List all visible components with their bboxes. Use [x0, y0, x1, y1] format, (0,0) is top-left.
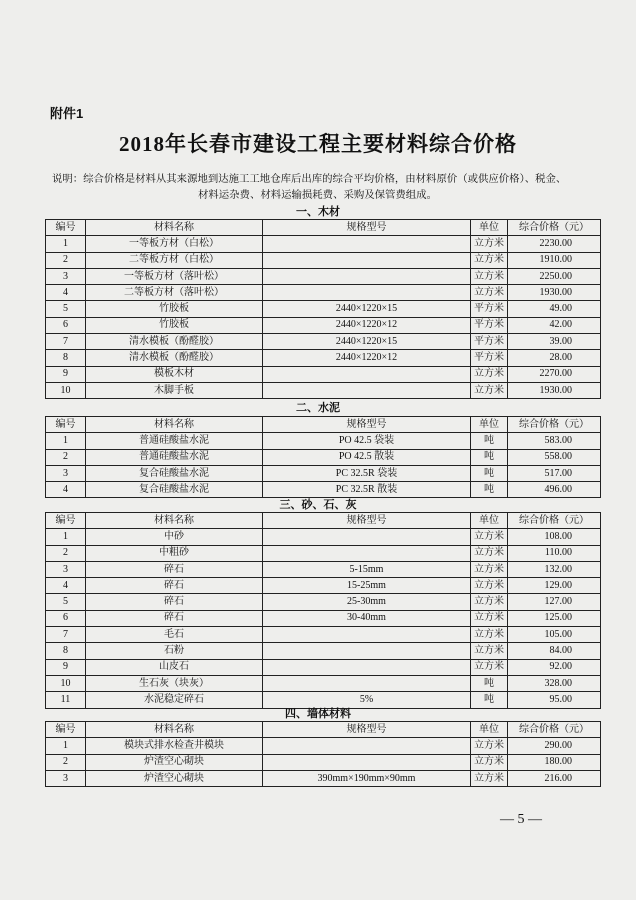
- material-name: 清水模板（酚醛胶）: [86, 334, 263, 350]
- table-row: [46, 449, 601, 465]
- table-row: [46, 594, 601, 610]
- table-cement: [45, 416, 601, 498]
- table-row: [46, 545, 601, 561]
- material-name: 竹胶板: [86, 317, 263, 333]
- spec-model: [263, 659, 471, 675]
- price: 583.00: [508, 433, 601, 449]
- attachment-label: 附件1: [50, 106, 84, 121]
- section-title-wall-materials: 四、墙体材料: [285, 708, 351, 720]
- table-row: [46, 754, 601, 770]
- table-row: [46, 334, 601, 350]
- unit: 吨: [471, 675, 508, 691]
- header-spec: 规格型号: [263, 220, 471, 236]
- spec-model: 2440×1220×15: [263, 334, 471, 350]
- row-number: 3: [46, 465, 86, 481]
- price: 39.00: [508, 334, 601, 350]
- table-header-row: [46, 722, 601, 738]
- row-number: 10: [46, 675, 86, 691]
- header-price: 综合价格（元）: [508, 722, 601, 738]
- material-name: 普通硅酸盐水泥: [86, 433, 263, 449]
- unit: 立方米: [471, 236, 508, 252]
- spec-model: [263, 382, 471, 398]
- material-name: 一等板方材（白松）: [86, 236, 263, 252]
- unit: 立方米: [471, 252, 508, 268]
- row-number: 11: [46, 692, 86, 708]
- unit: 立方米: [471, 561, 508, 577]
- spec-model: [263, 675, 471, 691]
- table-row: [46, 770, 601, 786]
- row-number: 7: [46, 334, 86, 350]
- price: 496.00: [508, 482, 601, 498]
- material-name: 碎石: [86, 561, 263, 577]
- material-name: 二等板方材（白松）: [86, 252, 263, 268]
- unit: 立方米: [471, 594, 508, 610]
- table-row: [46, 627, 601, 643]
- price: 28.00: [508, 350, 601, 366]
- material-name: 中砂: [86, 529, 263, 545]
- unit: 立方米: [471, 659, 508, 675]
- spec-model: 30-40mm: [263, 610, 471, 626]
- spec-model: 2440×1220×12: [263, 317, 471, 333]
- price: 92.00: [508, 659, 601, 675]
- header-spec: 规格型号: [263, 722, 471, 738]
- price: 180.00: [508, 754, 601, 770]
- row-number: 2: [46, 449, 86, 465]
- row-number: 4: [46, 482, 86, 498]
- price: 125.00: [508, 610, 601, 626]
- material-name: 炉渣空心砌块: [86, 770, 263, 786]
- row-number: 6: [46, 317, 86, 333]
- material-name: 模板木材: [86, 366, 263, 382]
- table-row: [46, 738, 601, 754]
- row-number: 4: [46, 285, 86, 301]
- material-name: 清水模板（酚醛胶）: [86, 350, 263, 366]
- price: 42.00: [508, 317, 601, 333]
- spec-model: [263, 529, 471, 545]
- price: 328.00: [508, 675, 601, 691]
- price: 84.00: [508, 643, 601, 659]
- price: 2230.00: [508, 236, 601, 252]
- unit: 立方米: [471, 754, 508, 770]
- material-name: 竹胶板: [86, 301, 263, 317]
- row-number: 4: [46, 578, 86, 594]
- material-name: 碎石: [86, 578, 263, 594]
- material-name: 炉渣空心砌块: [86, 754, 263, 770]
- page-number: — 5 —: [500, 812, 542, 827]
- table-row: [46, 350, 601, 366]
- unit: 吨: [471, 465, 508, 481]
- unit: 立方米: [471, 770, 508, 786]
- unit: 立方米: [471, 643, 508, 659]
- material-name: 中粗砂: [86, 545, 263, 561]
- spec-model: [263, 754, 471, 770]
- spec-model: PC 32.5R 散装: [263, 482, 471, 498]
- table-row: [46, 643, 601, 659]
- note-line-1: 说明：综合价格是材料从其来源地到达施工工地仓库后出库的综合平均价格，由材料原价（或供应价格）、税金、: [52, 174, 567, 185]
- price: 1930.00: [508, 382, 601, 398]
- spec-model: 390mm×190mm×90mm: [263, 770, 471, 786]
- row-number: 9: [46, 366, 86, 382]
- table-row: [46, 561, 601, 577]
- unit: 吨: [471, 433, 508, 449]
- spec-model: [263, 627, 471, 643]
- header-unit: 单位: [471, 722, 508, 738]
- unit: 立方米: [471, 366, 508, 382]
- price: 2270.00: [508, 366, 601, 382]
- spec-model: [263, 366, 471, 382]
- price: 49.00: [508, 301, 601, 317]
- row-number: 5: [46, 594, 86, 610]
- material-name: 碎石: [86, 610, 263, 626]
- table-row: [46, 285, 601, 301]
- material-name: 二等板方材（落叶松）: [86, 285, 263, 301]
- spec-model: 15-25mm: [263, 578, 471, 594]
- unit: 吨: [471, 449, 508, 465]
- table-row: [46, 692, 601, 708]
- spec-model: 5-15mm: [263, 561, 471, 577]
- header-name: 材料名称: [86, 513, 263, 529]
- row-number: 2: [46, 754, 86, 770]
- spec-model: [263, 643, 471, 659]
- header-name: 材料名称: [86, 417, 263, 433]
- table-row: [46, 659, 601, 675]
- row-number: 3: [46, 770, 86, 786]
- unit: 立方米: [471, 545, 508, 561]
- header-unit: 单位: [471, 417, 508, 433]
- spec-model: [263, 236, 471, 252]
- header-price: 综合价格（元）: [508, 417, 601, 433]
- row-number: 9: [46, 659, 86, 675]
- table-row: [46, 366, 601, 382]
- row-number: 1: [46, 236, 86, 252]
- header-name: 材料名称: [86, 722, 263, 738]
- spec-model: [263, 738, 471, 754]
- spec-model: [263, 285, 471, 301]
- price: 105.00: [508, 627, 601, 643]
- spec-model: 2440×1220×15: [263, 301, 471, 317]
- note-line-2: 材料运杂费、材料运输损耗费、采购及保管费组成。: [198, 190, 437, 201]
- table-row: [46, 465, 601, 481]
- unit: 立方米: [471, 738, 508, 754]
- table-wood: [45, 219, 601, 399]
- unit: 平方米: [471, 350, 508, 366]
- row-number: 1: [46, 433, 86, 449]
- unit: 立方米: [471, 610, 508, 626]
- material-name: 木脚手板: [86, 382, 263, 398]
- price: 95.00: [508, 692, 601, 708]
- spec-model: 2440×1220×12: [263, 350, 471, 366]
- material-name: 石粉: [86, 643, 263, 659]
- material-name: 普通硅酸盐水泥: [86, 449, 263, 465]
- section-title-cement: 二、水泥: [296, 402, 340, 414]
- header-no: 编号: [46, 220, 86, 236]
- price: 127.00: [508, 594, 601, 610]
- spec-model: PC 32.5R 袋装: [263, 465, 471, 481]
- material-name: 复合硅酸盐水泥: [86, 482, 263, 498]
- table-row: [46, 433, 601, 449]
- row-number: 3: [46, 561, 86, 577]
- unit: 立方米: [471, 268, 508, 284]
- header-no: 编号: [46, 513, 86, 529]
- header-price: 综合价格（元）: [508, 220, 601, 236]
- material-name: 碎石: [86, 594, 263, 610]
- unit: 平方米: [471, 317, 508, 333]
- header-spec: 规格型号: [263, 513, 471, 529]
- table-row: [46, 529, 601, 545]
- unit: 立方米: [471, 382, 508, 398]
- row-number: 7: [46, 627, 86, 643]
- table-row: [46, 382, 601, 398]
- price: 108.00: [508, 529, 601, 545]
- table-row: [46, 301, 601, 317]
- table-row: [46, 236, 601, 252]
- table-row: [46, 578, 601, 594]
- spec-model: [263, 268, 471, 284]
- section-title-sand-stone-lime: 三、砂、石、灰: [279, 499, 357, 511]
- material-name: 山皮石: [86, 659, 263, 675]
- unit: 吨: [471, 692, 508, 708]
- spec-model: [263, 252, 471, 268]
- material-name: 一等板方材（落叶松）: [86, 268, 263, 284]
- spec-model: PO 42.5 散装: [263, 449, 471, 465]
- row-number: 3: [46, 268, 86, 284]
- spec-model: 5%: [263, 692, 471, 708]
- page-title: 2018年长春市建设工程主要材料综合价格: [119, 132, 517, 156]
- price: 1930.00: [508, 285, 601, 301]
- price: 216.00: [508, 770, 601, 786]
- table-row: [46, 252, 601, 268]
- row-number: 8: [46, 350, 86, 366]
- spec-model: PO 42.5 袋装: [263, 433, 471, 449]
- row-number: 1: [46, 529, 86, 545]
- material-name: 生石灰（块灰）: [86, 675, 263, 691]
- price: 2250.00: [508, 268, 601, 284]
- header-no: 编号: [46, 417, 86, 433]
- material-name: 模块式排水检查井模块: [86, 738, 263, 754]
- price: 290.00: [508, 738, 601, 754]
- spec-model: [263, 545, 471, 561]
- table-row: [46, 268, 601, 284]
- table-row: [46, 675, 601, 691]
- price: 129.00: [508, 578, 601, 594]
- row-number: 1: [46, 738, 86, 754]
- table-header-row: [46, 513, 601, 529]
- section-title-wood: 一、木材: [296, 206, 340, 218]
- price: 517.00: [508, 465, 601, 481]
- unit: 立方米: [471, 285, 508, 301]
- row-number: 2: [46, 545, 86, 561]
- table-wall-materials: [45, 721, 601, 787]
- price: 110.00: [508, 545, 601, 561]
- table-header-row: [46, 220, 601, 236]
- unit: 立方米: [471, 529, 508, 545]
- header-no: 编号: [46, 722, 86, 738]
- header-price: 综合价格（元）: [508, 513, 601, 529]
- unit: 立方米: [471, 627, 508, 643]
- header-spec: 规格型号: [263, 417, 471, 433]
- price: 1910.00: [508, 252, 601, 268]
- header-unit: 单位: [471, 220, 508, 236]
- row-number: 10: [46, 382, 86, 398]
- table-row: [46, 610, 601, 626]
- unit: 立方米: [471, 578, 508, 594]
- table-header-row: [46, 417, 601, 433]
- material-name: 复合硅酸盐水泥: [86, 465, 263, 481]
- table-row: [46, 317, 601, 333]
- row-number: 5: [46, 301, 86, 317]
- table-sand-stone-lime: [45, 512, 601, 709]
- header-name: 材料名称: [86, 220, 263, 236]
- unit: 平方米: [471, 334, 508, 350]
- table-row: [46, 482, 601, 498]
- price: 132.00: [508, 561, 601, 577]
- unit: 平方米: [471, 301, 508, 317]
- material-name: 毛石: [86, 627, 263, 643]
- row-number: 6: [46, 610, 86, 626]
- material-name: 水泥稳定碎石: [86, 692, 263, 708]
- row-number: 2: [46, 252, 86, 268]
- price: 558.00: [508, 449, 601, 465]
- unit: 吨: [471, 482, 508, 498]
- row-number: 8: [46, 643, 86, 659]
- spec-model: 25-30mm: [263, 594, 471, 610]
- header-unit: 单位: [471, 513, 508, 529]
